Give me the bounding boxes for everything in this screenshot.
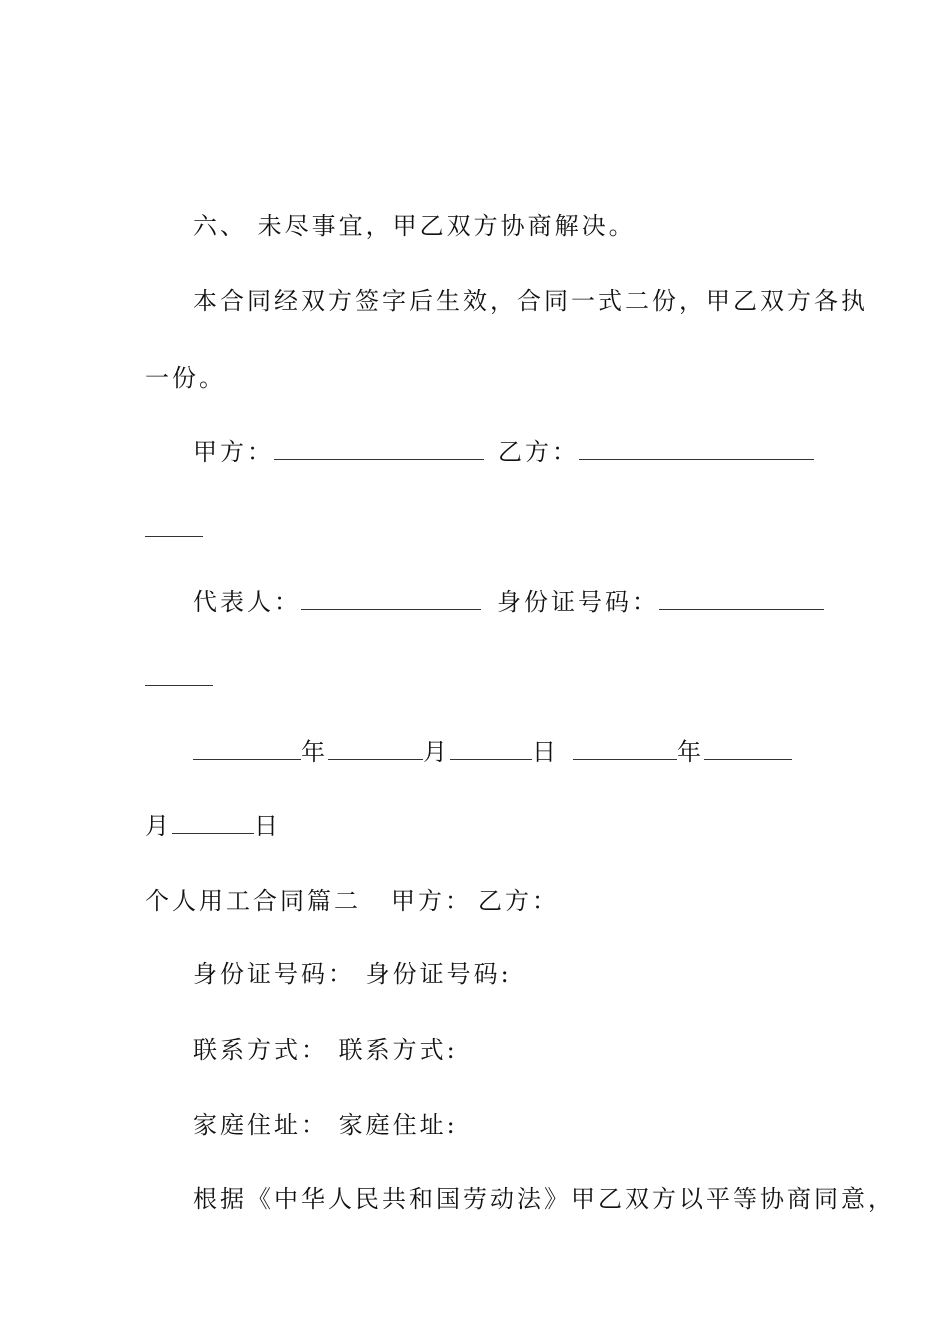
effect-clause-line2: 一份。 — [145, 364, 226, 392]
contract-two-title: 个人用工合同篇二 — [145, 887, 361, 915]
id-number-row: 身份证号码： 身份证号码: — [193, 960, 512, 988]
representative-line — [193, 586, 883, 618]
party-signature-line — [193, 436, 883, 468]
contact-row: 联系方式： 联系方式: — [193, 1036, 458, 1064]
month-blank-b — [704, 737, 792, 760]
day-label-a: 日 — [532, 738, 559, 766]
representative-label: 代表人： — [193, 588, 301, 616]
party-b-blank-continued — [145, 514, 203, 537]
id-number-blank — [659, 587, 824, 610]
day-blank-b — [172, 811, 254, 834]
labor-law-clause: 根据《中华人民共和国劳动法》甲乙双方以平等协商同意， — [193, 1185, 895, 1213]
party-b-heading: 乙方： — [478, 887, 559, 915]
party-a-label: 甲方： — [193, 438, 274, 466]
day-blank-a — [450, 737, 532, 760]
month-label-b: 月 — [145, 812, 172, 840]
contract-two-header — [145, 885, 835, 917]
party-a-blank — [274, 437, 484, 460]
representative-blank — [301, 587, 481, 610]
year-label-b: 年 — [677, 738, 704, 766]
year-blank-b — [573, 737, 677, 760]
effect-clause-line1: 本合同经双方签字后生效，合同一式二份，甲乙双方各执 — [193, 287, 868, 315]
address-row: 家庭住址： 家庭住址: — [193, 1111, 458, 1139]
month-label-a: 月 — [423, 738, 450, 766]
clause-six: 六、 未尽事宜，甲乙双方协商解决。 — [193, 212, 636, 240]
party-b-blank — [579, 437, 814, 460]
party-b-label: 乙方： — [498, 438, 579, 466]
id-number-label: 身份证号码： — [497, 588, 659, 616]
day-label-b: 日 — [254, 812, 281, 840]
party-a-heading: 甲方： — [391, 887, 472, 915]
month-blank-a — [328, 737, 423, 760]
date-line — [193, 736, 883, 768]
id-number-blank-continued — [145, 663, 213, 686]
year-label-a: 年 — [301, 738, 328, 766]
year-blank-a — [193, 737, 301, 760]
